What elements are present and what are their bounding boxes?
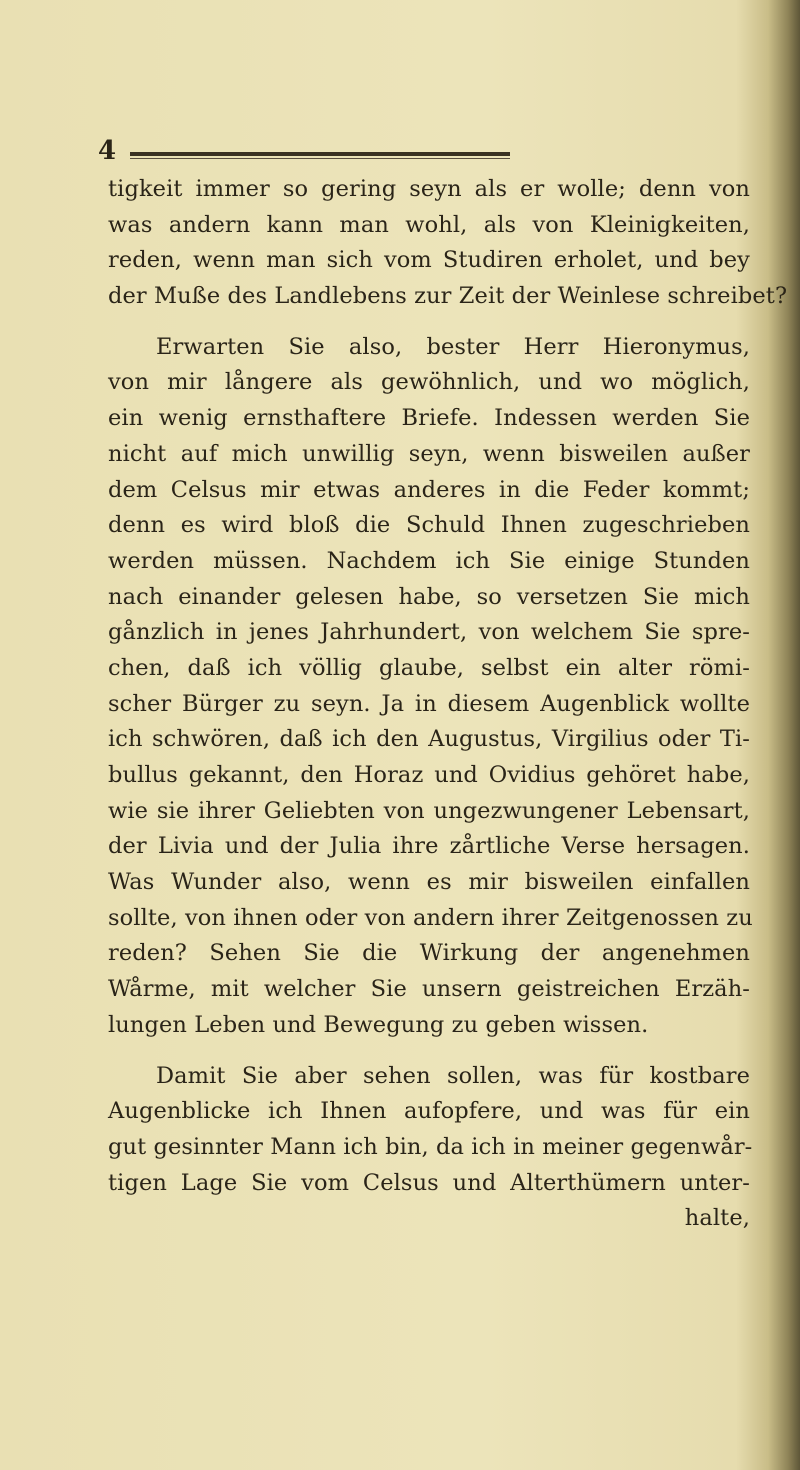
text-line: nach einander gelesen habe, so versetzen Sie mich <box>108 583 750 610</box>
text-line: nicht auf mich unwillig seyn, wenn bisweilen außer <box>108 440 750 467</box>
text-line: tigen Lage Sie vom Celsus und Alterthümern unter- <box>108 1169 750 1196</box>
text-line: Was Wunder also, wenn es mir bisweilen einfallen <box>108 869 750 896</box>
paragraph-2 <box>108 330 753 1044</box>
body-text <box>108 172 788 1237</box>
text-line: der Livia und der Julia ihre zårtliche Verse hersagen. <box>108 833 750 860</box>
text-line: Damit Sie aber sehen sollen, was für kostbare <box>156 1062 750 1089</box>
text-line: reden, wenn man sich vom Studiren erholet, und bey <box>108 247 750 274</box>
text-line: lungen Leben und Bewegung zu geben wissen. <box>108 1011 649 1038</box>
text-line: Wårme, mit welcher Sie unsern geistreichen Erzäh- <box>108 976 750 1003</box>
text-line: gånzlich in jenes Jahrhundert, von welchem Sie spre- <box>108 619 750 646</box>
text-line: reden? Sehen Sie die Wirkung der angenehmen <box>108 940 750 967</box>
text-line: Augenblicke ich Ihnen aufopfere, und was für ein <box>108 1098 750 1125</box>
header-rule <box>130 152 510 156</box>
text-line: ein wenig ernsthaftere Briefe. Indessen werden Sie <box>108 405 750 432</box>
text-line: Erwarten Sie also, bester Herr Hieronymus, <box>156 333 750 360</box>
text-line: wie sie ihrer Geliebten von ungezwungener Lebensart, <box>108 797 750 824</box>
text-line: chen, daß ich völlig glaube, selbst ein alter römi- <box>108 654 750 681</box>
text-line: bullus gekannt, den Horaz und Ovidius gehöret habe, <box>108 762 750 788</box>
text-line: gut gesinnter Mann ich bin, da ich in meiner gegenwår- <box>108 1133 753 1160</box>
paragraph-1 <box>108 172 788 315</box>
paragraph-3 <box>108 1059 753 1237</box>
text-line: von mir långere als gewöhnlich, und wo möglich, <box>108 369 750 396</box>
text-line: der Muße des Landlebens zur Zeit der Weinlese schreibet? <box>108 283 788 310</box>
page-number: 4 <box>98 136 117 166</box>
text-line: was andern kann man wohl, als von Kleinigkeiten, <box>108 211 750 238</box>
text-line: tigkeit immer so gering seyn als er wolle; denn von <box>108 176 750 202</box>
text-line: denn es wird bloß die Schuld Ihnen zugeschrieben <box>108 512 750 539</box>
text-line: dem Celsus mir etwas anderes in die Feder kommt; <box>108 476 750 503</box>
text-line: ich schwören, daß ich den Augustus, Virgilius oder Ti- <box>108 726 750 753</box>
catchword: halte, <box>684 1205 750 1232</box>
header-rule-thin <box>130 158 510 159</box>
text-line: werden müssen. Nachdem ich Sie einige Stunden <box>108 547 750 574</box>
text-line: sollte, von ihnen oder von andern ihrer Zeitgenossen zu <box>108 904 753 931</box>
text-line: scher Bürger zu seyn. Ja in diesem Augenblick wollte <box>108 690 750 717</box>
